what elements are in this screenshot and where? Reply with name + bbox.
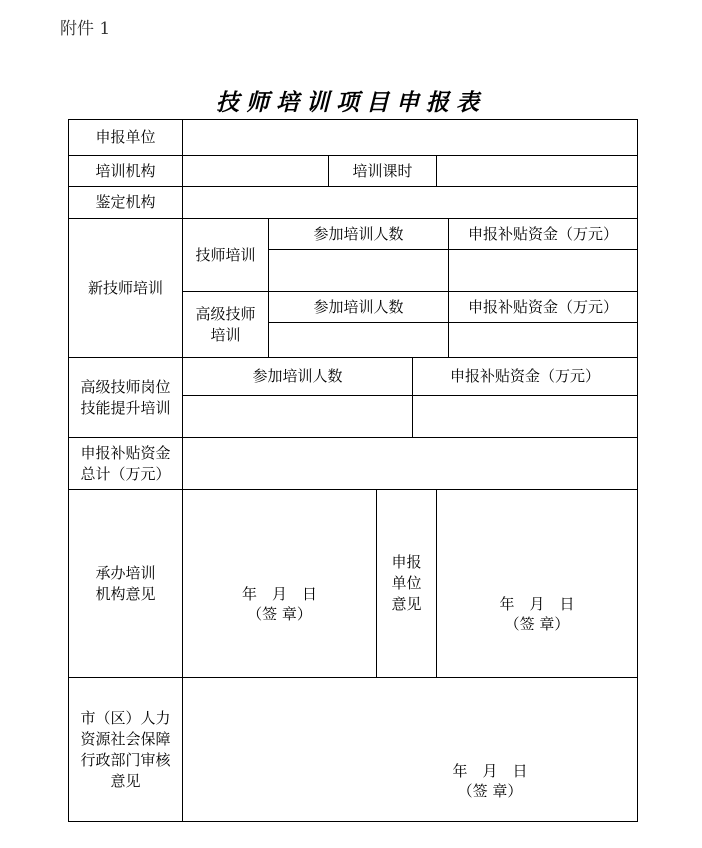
org-opinion-seal: （签 章） bbox=[247, 605, 312, 623]
unit-opinion-date: 年 月 日 bbox=[499, 595, 575, 613]
technician-subsidy-field[interactable] bbox=[449, 250, 637, 291]
form-title: 技师培训项目申报表 bbox=[216, 89, 486, 116]
total-subsidy-label-line2: 总计（万元） bbox=[80, 464, 171, 483]
applicant-unit-label: 申报单位 bbox=[95, 128, 156, 146]
unit-opinion-label-line1: 申报 bbox=[391, 553, 422, 571]
training-hours-field[interactable] bbox=[437, 156, 637, 186]
total-subsidy-field[interactable] bbox=[183, 438, 637, 489]
org-opinion-label bbox=[69, 490, 182, 677]
senior-post-subsidy-field[interactable] bbox=[413, 396, 637, 437]
technician-participants-label: 参加培训人数 bbox=[313, 224, 404, 243]
org-opinion-label-line1: 承办培训 bbox=[95, 563, 156, 582]
senior-post-subsidy-label: 申报补贴资金（万元） bbox=[449, 367, 600, 385]
gov-opinion-field[interactable] bbox=[183, 678, 637, 821]
appraisal-org-field[interactable] bbox=[183, 187, 637, 218]
training-org-field[interactable] bbox=[183, 156, 328, 186]
gov-opinion-seal: （签 章） bbox=[457, 782, 523, 800]
technician-participants-field[interactable] bbox=[269, 250, 448, 291]
senior-post-training-label bbox=[69, 358, 182, 437]
unit-opinion-signature bbox=[437, 594, 637, 634]
senior-technician-training-label-line2: 培训 bbox=[210, 325, 241, 344]
applicant-unit-field[interactable] bbox=[183, 120, 637, 155]
gov-opinion-label-line2: 资源社会保障 bbox=[80, 729, 171, 748]
gov-opinion-label bbox=[69, 678, 182, 821]
gov-opinion-label-line4: 意见 bbox=[110, 771, 141, 790]
senior-participants-field[interactable] bbox=[269, 323, 448, 357]
technician-subsidy-label: 申报补贴资金（万元） bbox=[467, 224, 618, 243]
senior-post-training-label-line1: 高级技师岗位 bbox=[80, 377, 171, 396]
senior-technician-training-label-line1: 高级技师 bbox=[195, 304, 256, 323]
senior-participants-label: 参加培训人数 bbox=[313, 297, 404, 316]
org-opinion-label-line2: 机构意见 bbox=[95, 584, 156, 603]
senior-subsidy-field[interactable] bbox=[449, 323, 637, 357]
technician-training-label: 技师培训 bbox=[195, 245, 256, 264]
unit-opinion-label-line3: 意见 bbox=[391, 595, 422, 613]
senior-post-participants-label: 参加培训人数 bbox=[252, 367, 343, 385]
new-technician-training-label: 新技师培训 bbox=[87, 278, 163, 297]
unit-opinion-label bbox=[377, 490, 436, 677]
attachment-label: 附件 1 bbox=[60, 19, 111, 39]
unit-opinion-seal: （签 章） bbox=[504, 615, 570, 633]
senior-post-participants-field[interactable] bbox=[183, 396, 412, 437]
org-opinion-date: 年 月 日 bbox=[241, 585, 317, 603]
unit-opinion-field[interactable] bbox=[437, 490, 637, 677]
gov-opinion-date: 年 月 日 bbox=[452, 762, 528, 780]
appraisal-org-label: 鉴定机构 bbox=[95, 193, 156, 211]
gov-opinion-label-line3: 行政部门审核 bbox=[80, 750, 171, 769]
gov-opinion-label-line1: 市（区）人力 bbox=[80, 708, 171, 727]
senior-technician-training-label bbox=[183, 292, 268, 357]
senior-subsidy-label: 申报补贴资金（万元） bbox=[467, 297, 618, 316]
gov-opinion-signature bbox=[430, 761, 550, 801]
senior-post-training-label-line2: 技能提升培训 bbox=[80, 398, 171, 417]
training-org-label: 培训机构 bbox=[95, 161, 156, 180]
unit-opinion-label-line2: 单位 bbox=[391, 574, 422, 592]
total-subsidy-label-line1: 申报补贴资金 bbox=[80, 443, 171, 462]
org-opinion-signature bbox=[183, 584, 376, 624]
total-subsidy-label bbox=[69, 438, 182, 489]
training-hours-label: 培训课时 bbox=[352, 161, 413, 180]
